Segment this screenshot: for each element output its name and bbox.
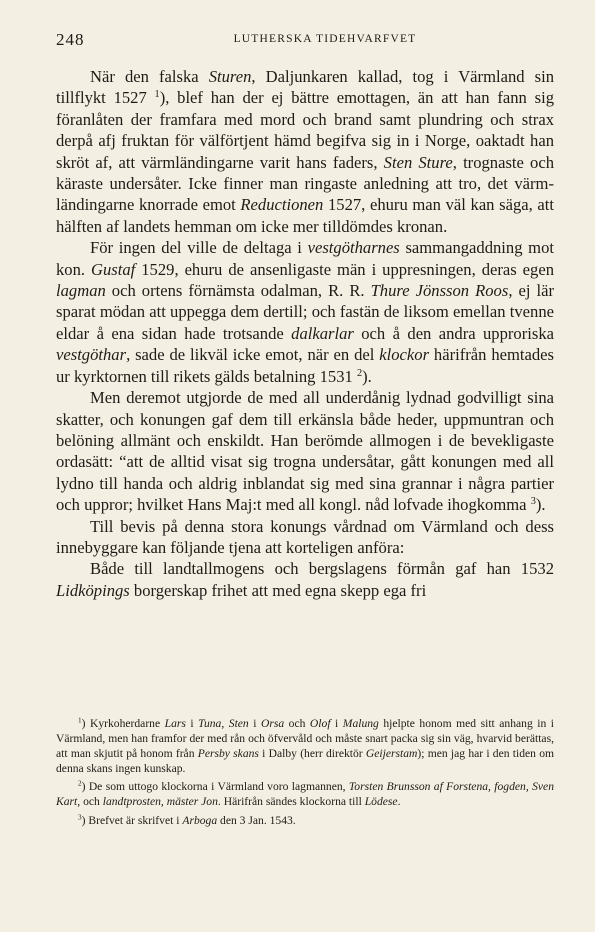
text-run: ) Kyrkoherdarne [81,717,165,730]
text-run: i Dalby (herr direktör [258,747,366,761]
text-run: 1529, ehuru de ansenligaste män i uppresningen, deras egen [135,259,554,279]
italic-text: Malung [342,717,379,730]
text-run: och ortens förnämsta odalman, R. R. [105,281,371,301]
text-run: den 3 Jan. 1543. [217,813,296,827]
footnote [56,779,554,809]
text-run: , Daljunkaren kallad, tog i Värmland sin tillflykt 1527 [56,67,554,108]
text-run: borgerskap frihet att med egna skepp ega fri [129,580,427,600]
italic-text: Orsa [260,717,285,730]
italic-text: Gustaf [91,259,136,279]
text-run: i [330,717,343,730]
text-run: sammangaddning mot kon. [56,238,555,279]
italic-text: Lödese [364,795,398,809]
text-run: hjelpte honom med sitt anhang in i Värmland, men han framfor der med rån och öfvervåld och måste snart packa sig sin väg, hvarvid berättas, att man skjutit på honom från [56,717,554,761]
text-run: 1527, ehuru man väl kan säga, att hälften af landets hemman om icke mer tilldömdes kronan. [56,195,554,236]
text-run: , sade de likväl icke emot, när en del [126,345,380,365]
italic-text: Olof [309,717,331,730]
paragraph [56,516,554,559]
text-run: När den falska [90,67,209,86]
text-run: Till bevis på denna stora konungs vårdnad om Värmland och dess innebyggare kan följande tjena att korteligen anföra: [56,516,554,557]
main-text [56,66,554,601]
page-header [56,30,554,50]
italic-text: Arboga [182,813,218,827]
text-run: , [221,717,229,730]
italic-text: Sten [228,717,249,730]
text-run: ); men jag har i den tiden om denna skans ingen kunskap. [56,747,555,776]
footnotes [56,716,554,831]
text-run: i [248,717,261,730]
italic-text: Tuna [198,717,222,730]
text-run: För ingen del ville de deltaga i [90,238,308,258]
page-number: 248 [56,30,85,49]
italic-text: Sturen [208,67,252,86]
italic-text: Lars [164,717,186,730]
text-run: härifrån hemtades ur kyrktornen till rikets gälds betalning 1531 [56,345,554,386]
footnote-marker: 1 [78,716,82,725]
text-run: ), blef han der ej bättre emottagen, än att han fann sig föranlåten der framfara med mord och brand samt plundring och strax derpå afj fruktan för välförtjent hämd begifva sig in i Norge, oaktadt han skröt af, att värmländingarne varit hans faders, [56,88,555,172]
text-run: . Härifrån sändes klockorna till [217,795,365,809]
italic-text: vestgötharnes [307,238,400,258]
text-run: och [80,795,103,809]
text-run: och [284,717,310,730]
footnote-marker: 2 [356,367,363,379]
paragraph [56,66,554,237]
text-run: . [397,795,401,809]
text-run: Både till landtallmogens och bergslagens förmån gaf han 1532 [90,559,554,579]
paragraph [56,237,554,387]
text-run: och å den andra upproriska [353,323,554,343]
italic-text: Thure Jönsson Roos [370,281,509,301]
italic-text: Persby skans [197,747,259,761]
footnote [56,813,554,828]
paragraph [56,387,554,515]
footnote-marker: 2 [78,780,82,789]
running-title: LUTHERSKA TIDEHVARFVET [233,33,417,45]
paragraph [56,558,554,601]
italic-text: landtprosten, mäster Jon [102,795,218,809]
footnote-marker: 1 [154,89,160,101]
italic-text: dalkarlar [291,323,354,343]
italic-text: lagman [56,281,106,301]
text-run: ). [535,495,546,515]
italic-text: Geijerstam [365,747,418,761]
text-run: ) Brefvet är skrifvet i [81,813,183,827]
italic-text: vestgöthar [56,345,127,365]
footnote [56,716,554,776]
italic-text: Reductionen [240,195,324,215]
italic-text: Lidköpings [56,580,130,600]
footnote-marker: 3 [530,495,536,507]
text-run: , trognaste och käraste undersåter. Icke finner man ringaste anledning att tro, det värmländingarne knorrade emot [56,152,554,215]
italic-text: klockor [379,345,430,365]
italic-text: Sten Sture [383,152,453,172]
footnote-marker: 3 [78,813,82,822]
text-run: , ej lär sparat mödan att uppegga dem dertill; och fastän de liksom emellan tvenne eldar å ena sidan hade trotsande [56,281,554,343]
text-run: ) De som uttogo klockorna i Värmland voro lagmannen, [81,780,349,794]
text-run: ). [362,366,372,386]
text-run: Men deremot utgjorde de med all underdånig lydnad godvilligt sina skatter, och konungen gaf dem till erkänsla både heder, uppmuntran och belöning allmänt och enskildt. Han berömde allmogen i de bevekligaste ordasätt: “att de alltid visat sig trogna undersåtar, gått konungen med all lydno till handa och aldrig inblandat sig med sina grannar i några partier och uppror; hvilket Hans Maj:t med all kongl. nåd lofvade ihogkomma [56,388,554,515]
text-run: i [185,717,199,730]
italic-text: Torsten Brunsson af Forstena, fogden, Sven Kart, [56,780,554,809]
